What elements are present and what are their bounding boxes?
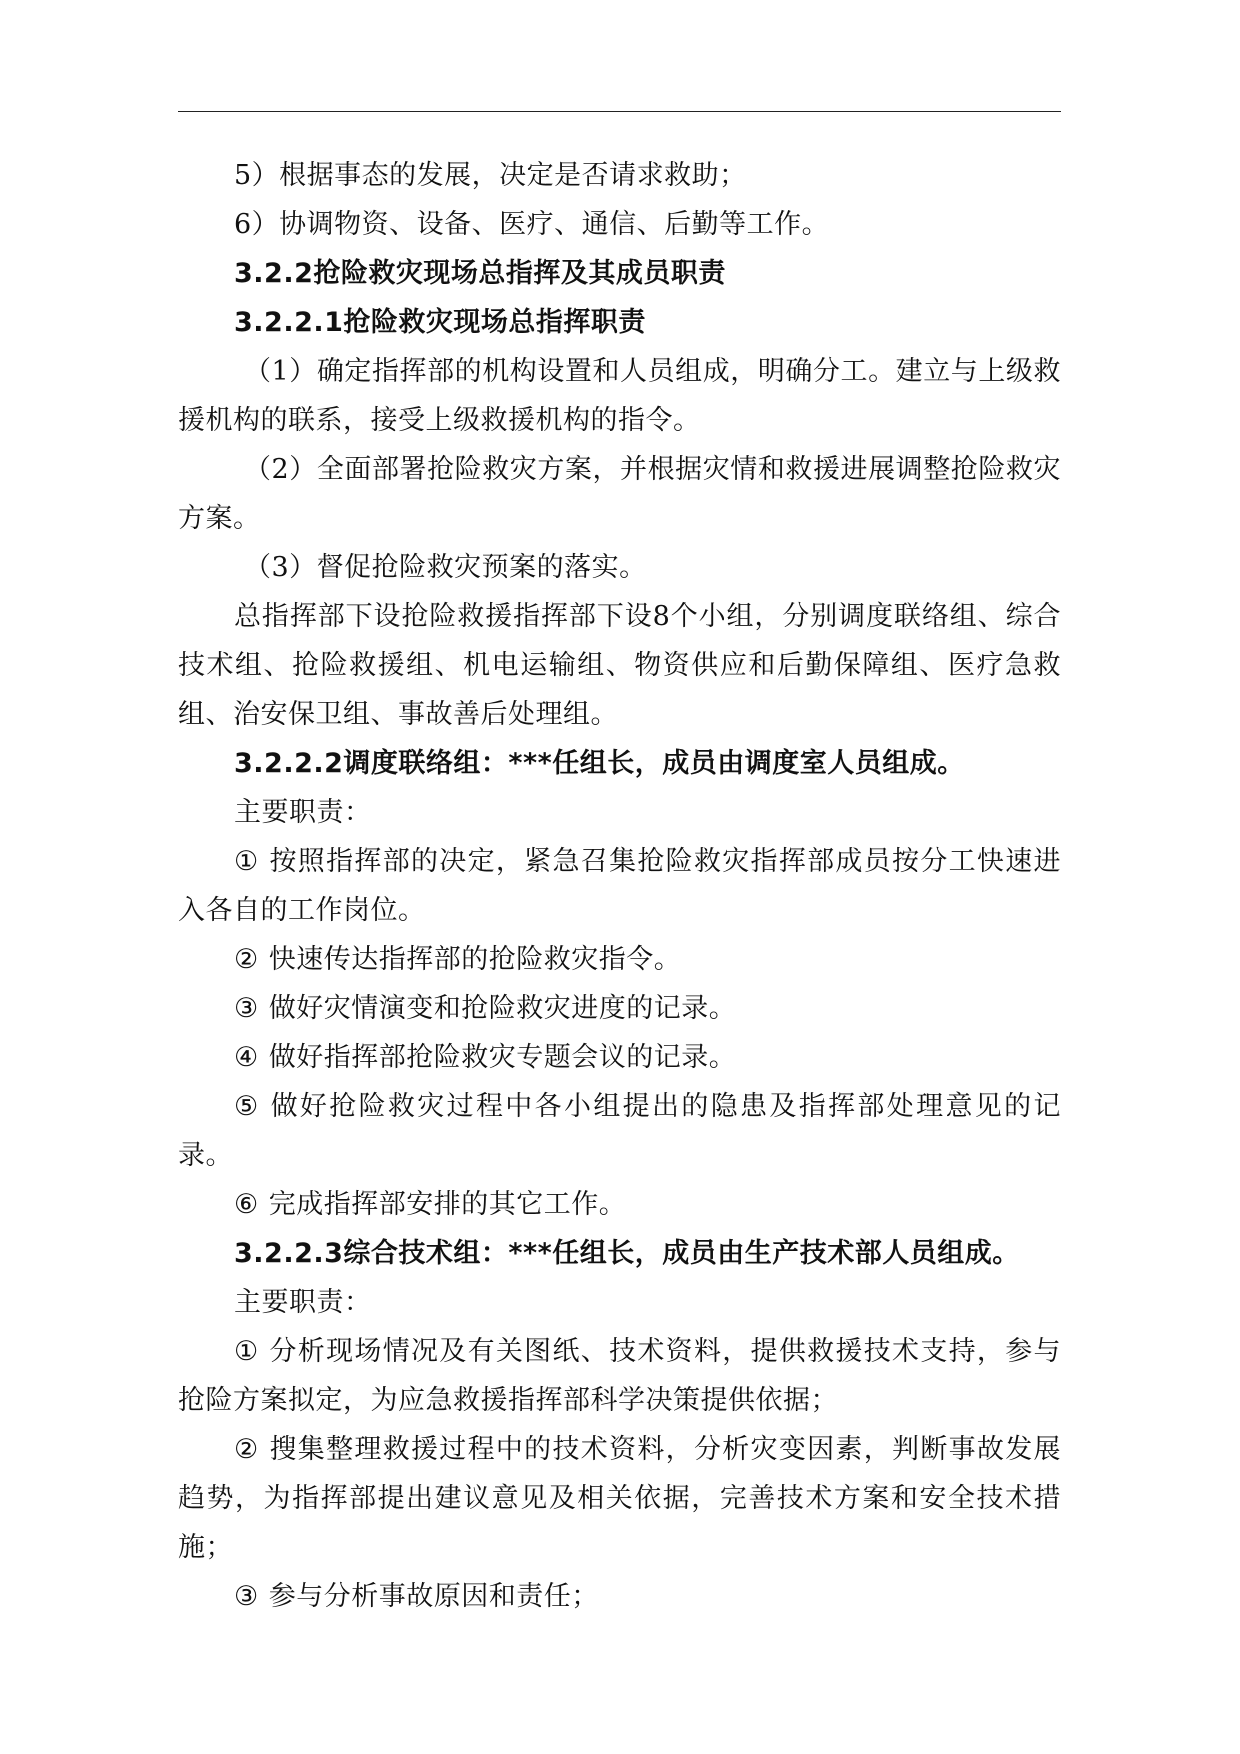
- list-item: [178, 837, 1061, 935]
- list-item-number: ①: [234, 846, 260, 877]
- list-item-text: 搜集整理救援过程中的技术资料，分析灾变因素，判断事故发展趋势，为指挥部提出建议意见及相关依据，完善技术方案和安全技术措施；: [178, 1434, 1061, 1563]
- list-item: [178, 935, 1061, 984]
- paragraph-item-5: 5）根据事态的发展，决定是否请求救助；: [234, 160, 747, 191]
- document-body: [178, 151, 1061, 1621]
- list-item: [178, 984, 1061, 1033]
- list-item-number: ③: [234, 1581, 259, 1612]
- list-item-text: 做好指挥部抢险救灾专题会议的记录。: [268, 1042, 737, 1073]
- list-item: [178, 1082, 1061, 1180]
- list-item-text: 做好抢险救灾过程中各小组提出的隐患及指挥部处理意见的记录。: [178, 1091, 1061, 1171]
- list-item-number: ②: [234, 944, 259, 975]
- list-item-text: 快速传达指挥部的抢险救灾指令。: [268, 944, 682, 975]
- section-heading-3-2-2: 3.2.2抢险救灾现场总指挥及其成员职责: [234, 258, 726, 289]
- paragraph-duty-1: （1）确定指挥部的机构设置和人员组成，明确分工。建立与上级救援机构的联系，接受上级救援机构的指令。: [178, 356, 1061, 436]
- section-heading-3-2-2-1: 3.2.2.1抢险救灾现场总指挥职责: [234, 307, 646, 338]
- list-item-number: ②: [234, 1434, 260, 1465]
- section-heading-3-2-2-2: 3.2.2.2调度联络组：***任组长，成员由调度室人员组成。: [234, 748, 965, 779]
- paragraph-groups-overview: 总指挥部下设抢险救援指挥部下设8个小组，分别调度联络组、综合技术组、抢险救援组、机电运输组、物资供应和后勤保障组、医疗急救组、治安保卫组、事故善后处理组。: [178, 601, 1061, 730]
- list-item: [178, 1033, 1061, 1082]
- list-item: [178, 1327, 1061, 1425]
- paragraph-main-duties-label: 主要职责：: [234, 1287, 372, 1318]
- list-item-number: ④: [234, 1042, 259, 1073]
- section-heading-3-2-2-3: 3.2.2.3综合技术组：***任组长，成员由生产技术部人员组成。: [234, 1238, 1020, 1269]
- list-item-number: ⑤: [234, 1091, 261, 1122]
- list-item-number: ③: [234, 993, 259, 1024]
- list-item-text: 按照指挥部的决定，紧急召集抢险救灾指挥部成员按分工快速进入各自的工作岗位。: [178, 846, 1061, 926]
- list-item: [178, 1572, 1061, 1621]
- list-item-text: 完成指挥部安排的其它工作。: [268, 1189, 627, 1220]
- paragraph-duty-3: （3）督促抢险救灾预案的落实。: [244, 552, 647, 583]
- list-item-text: 分析现场情况及有关图纸、技术资料，提供救援技术支持，参与抢险方案拟定，为应急救援指挥部科学决策提供依据；: [178, 1336, 1061, 1416]
- paragraph-duty-2: （2）全面部署抢险救灾方案，并根据灾情和救援进展调整抢险救灾方案。: [178, 454, 1061, 534]
- list-item: [178, 1180, 1061, 1229]
- paragraph-item-6: 6）协调物资、设备、医疗、通信、后勤等工作。: [234, 209, 830, 240]
- list-item-number: ⑥: [234, 1189, 259, 1220]
- list-item-text: 做好灾情演变和抢险救灾进度的记录。: [268, 993, 737, 1024]
- paragraph-main-duties-label: 主要职责：: [234, 797, 372, 828]
- list-item-number: ①: [234, 1336, 260, 1367]
- header-rule: [178, 111, 1061, 112]
- list-item-text: 参与分析事故原因和责任；: [268, 1581, 599, 1612]
- list-item: [178, 1425, 1061, 1572]
